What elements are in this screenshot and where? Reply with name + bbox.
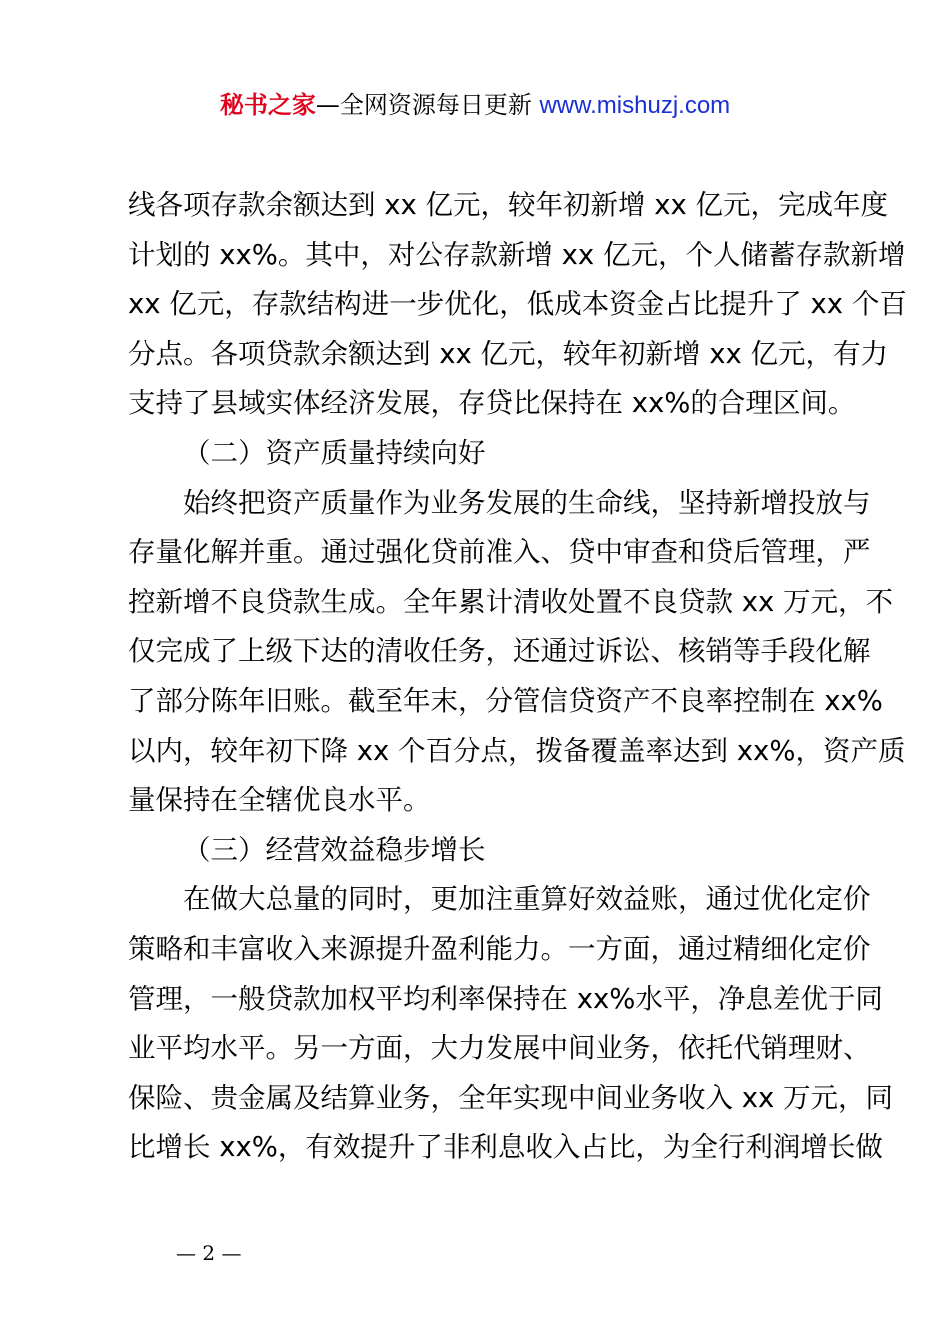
paragraph-line: 保险、贵金属及结算业务，全年实现中间业务收入 xx 万元，同 xyxy=(128,1081,894,1114)
brand-name: 秘书之家 xyxy=(219,91,316,119)
site-header xyxy=(0,88,950,123)
paragraph-line: 仅完成了上级下达的清收任务，还通过诉讼、核销等手段化解 xyxy=(128,635,871,668)
document-body xyxy=(128,181,907,1173)
paragraph-line: 比增长 xx%，有效提升了非利息收入占比，为全行利润增长做 xyxy=(128,1131,883,1164)
paragraph-line: 支持了县域实体经济发展，存贷比保持在 xx%的合理区间。 xyxy=(128,387,856,420)
paragraph-line: 量保持在全辖优良水平。 xyxy=(128,784,431,817)
paragraph-line: 计划的 xx%。其中，对公存款新增 xx 亿元，个人储蓄存款新增 xyxy=(128,238,906,271)
paragraph-line: 在做大总量的同时，更加注重算好效益账，通过优化定价 xyxy=(183,883,871,916)
paragraph-line: 线各项存款余额达到 xx 亿元，较年初新增 xx 亿元，完成年度 xyxy=(128,189,889,221)
page-number: — 2 — xyxy=(176,1241,242,1265)
header-slogan: —全网资源每日更新 xyxy=(315,91,532,119)
section-heading: （三）经营效益稳步增长 xyxy=(183,833,486,866)
section-heading: （二）资产质量持续向好 xyxy=(183,436,486,469)
paragraph-line: 了部分陈年旧账。截至年末，分管信贷资产不良率控制在 xx% xyxy=(128,684,883,717)
paragraph-line: 分点。各项贷款余额达到 xx 亿元，较年初新增 xx 亿元，有力 xyxy=(128,337,889,370)
paragraph-line: 以内，较年初下降 xx 个百分点，拨备覆盖率达到 xx%，资产质 xyxy=(128,734,906,767)
paragraph-line: 存量化解并重。通过强化贷前准入、贷中审查和贷后管理，严 xyxy=(128,536,871,569)
site-url[interactable]: www.mishuzj.com xyxy=(539,92,731,119)
paragraph-line: 管理，一般贷款加权平均利率保持在 xx%水平，净息差优于同 xyxy=(128,982,883,1015)
paragraph-line: 控新增不良贷款生成。全年累计清收处置不良贷款 xx 万元，不 xyxy=(128,585,894,618)
paragraph-line: 策略和丰富收入来源提升盈利能力。一方面，通过精细化定价 xyxy=(128,932,871,965)
paragraph-line: 始终把资产质量作为业务发展的生命线，坚持新增投放与 xyxy=(183,486,871,519)
paragraph-line: 业平均水平。另一方面，大力发展中间业务，依托代销理财、 xyxy=(128,1032,871,1065)
paragraph-line: xx 亿元，存款结构进一步优化，低成本资金占比提升了 xx 个百 xyxy=(128,288,907,321)
